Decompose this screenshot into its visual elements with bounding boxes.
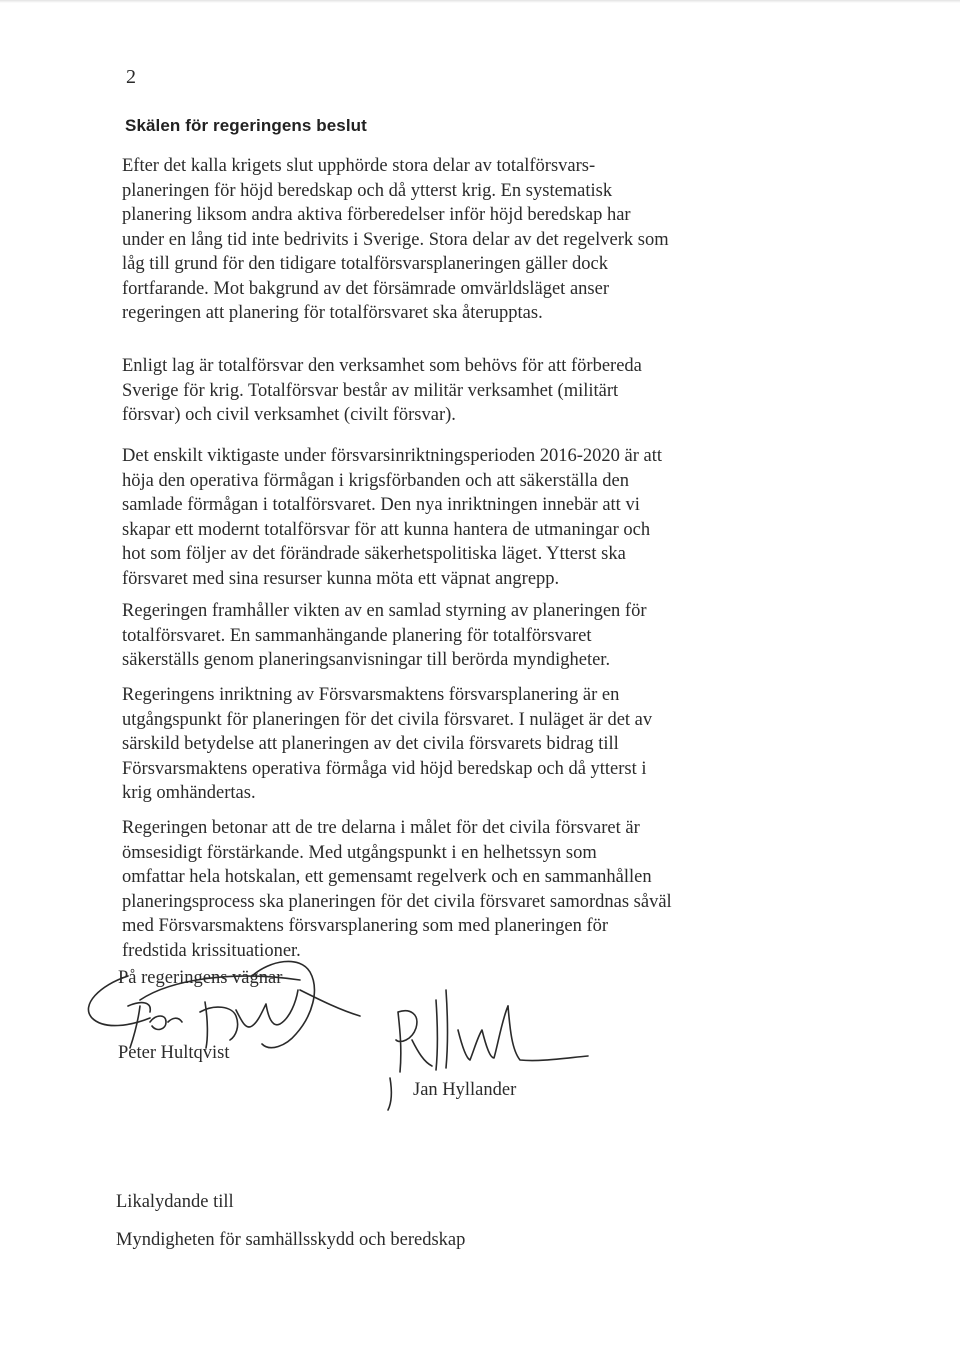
text-line: samlade förmågan i totalförsvaret. Den nya inriktningen innebär att vi (122, 495, 640, 515)
on-behalf-line: På regeringens vägnar (118, 968, 283, 988)
scan-edge (0, 0, 960, 3)
text-line: Regeringens inriktning av Försvarsmaktens försvarsplanering är en (122, 685, 620, 705)
text-line: försvar) och civil verksamhet (civilt försvar). (122, 405, 456, 425)
text-line: hot som följer av det förändrade säkerhetspolitiska läget. Ytterst ska (122, 544, 626, 564)
signer-name-official: Jan Hyllander (413, 1080, 517, 1100)
text-line: omfattar hela hotskalan, ett gemensamt regelverk och en sammanhållen (122, 867, 652, 887)
text-line: skapar ett modernt totalförsvar för att kunna hantera de utmaningar och (122, 519, 651, 540)
text-line: låg till grund för den tidigare totalförsvarsplaneringen gäller dock (122, 254, 608, 274)
paragraph (122, 683, 732, 806)
page-number: 2 (126, 66, 136, 88)
text-line: under en lång tid inte bedrivits i Sverige. Stora delar av det regelverk som (122, 229, 669, 250)
signature-stroke (412, 1040, 432, 1066)
text-line: totalförsvaret. En sammanhängande planering för totalförsvaret (122, 625, 592, 646)
text-line: höja den operativa förmågan i krigsförbanden och att säkerställa den (122, 470, 630, 491)
text-line: planeringen för höjd beredskap och då ytterst krig. En systematisk (122, 180, 613, 201)
signer-name-minister: Peter Hultqvist (118, 1043, 230, 1063)
signature-stroke (388, 1078, 391, 1110)
copy-to-label: Likalydande till (116, 1192, 234, 1212)
text-line: Efter det kalla krigets slut upphörde stora delar av totalförsvars- (122, 156, 596, 176)
text-line: Enligt lag är totalförsvar den verksamhet som behövs för att förbereda (122, 356, 642, 376)
section-heading: Skälen för regeringens beslut (125, 116, 367, 135)
signature-stroke (508, 1006, 588, 1061)
signature-stroke (200, 1002, 238, 1048)
text-line: utgångspunkt för planeringen för det civila försvaret. I nuläget är det av (122, 709, 653, 730)
text-line: säkerställs genom planeringsanvisningar till berörda myndigheter. (122, 650, 611, 670)
text-line: särskild betydelse att planeringen av det civila försvarets bidrag till (122, 734, 619, 754)
signature-stroke (300, 990, 360, 1016)
signature-stroke (436, 990, 448, 1070)
paragraph (122, 154, 732, 326)
signature-stroke (236, 990, 298, 1027)
text-line: med Försvarsmaktens försvarsplanering som med planeringen för (122, 916, 609, 936)
text-line: Försvarsmaktens operativa förmåga vid höjd beredskap och då ytterst i (122, 758, 647, 779)
paragraph (122, 444, 732, 591)
text-line: ömsesidigt förstärkande. Med utgångspunkt i en helhetssyn som (122, 842, 597, 863)
signature-stroke (128, 1003, 150, 1048)
paragraph (122, 354, 732, 428)
text-line: Regeringen framhåller vikten av en samlad styrning av planeringen för (122, 601, 647, 621)
text-line: planering liksom andra aktiva förberedelser inför höjd beredskap har (122, 205, 631, 225)
paragraph (122, 599, 732, 673)
text-line: Sverige för krig. Totalförsvar består av militär verksamhet (militärt (122, 380, 619, 401)
text-line: fortfarande. Mot bakgrund av det försämrade omvärldsläget anser (122, 278, 609, 299)
text-line: fredstida krissituationer. (122, 940, 301, 961)
text-line: regeringen att planering för totalförsvaret ska återupptas. (122, 303, 543, 323)
text-line: Regeringen betonar att de tre delarna i målet för det civila försvaret är (122, 818, 640, 838)
text-line: krig omhändertas. (122, 783, 256, 803)
signature-stroke (458, 1006, 508, 1060)
signature-stroke (396, 1011, 417, 1072)
signature-stroke (150, 1016, 182, 1029)
paragraph (122, 816, 732, 963)
copy-recipient: Myndigheten för samhällsskydd och beredskap (116, 1230, 466, 1250)
text-line: planeringsprocess ska planeringen för det civila försvaret samordnas såväl (122, 891, 672, 912)
text-line: Det enskilt viktigaste under försvarsinriktningsperioden 2016-2020 är att (122, 446, 662, 466)
text-line: försvaret med sina resurser kunna möta ett väpnat angrepp. (122, 568, 560, 589)
